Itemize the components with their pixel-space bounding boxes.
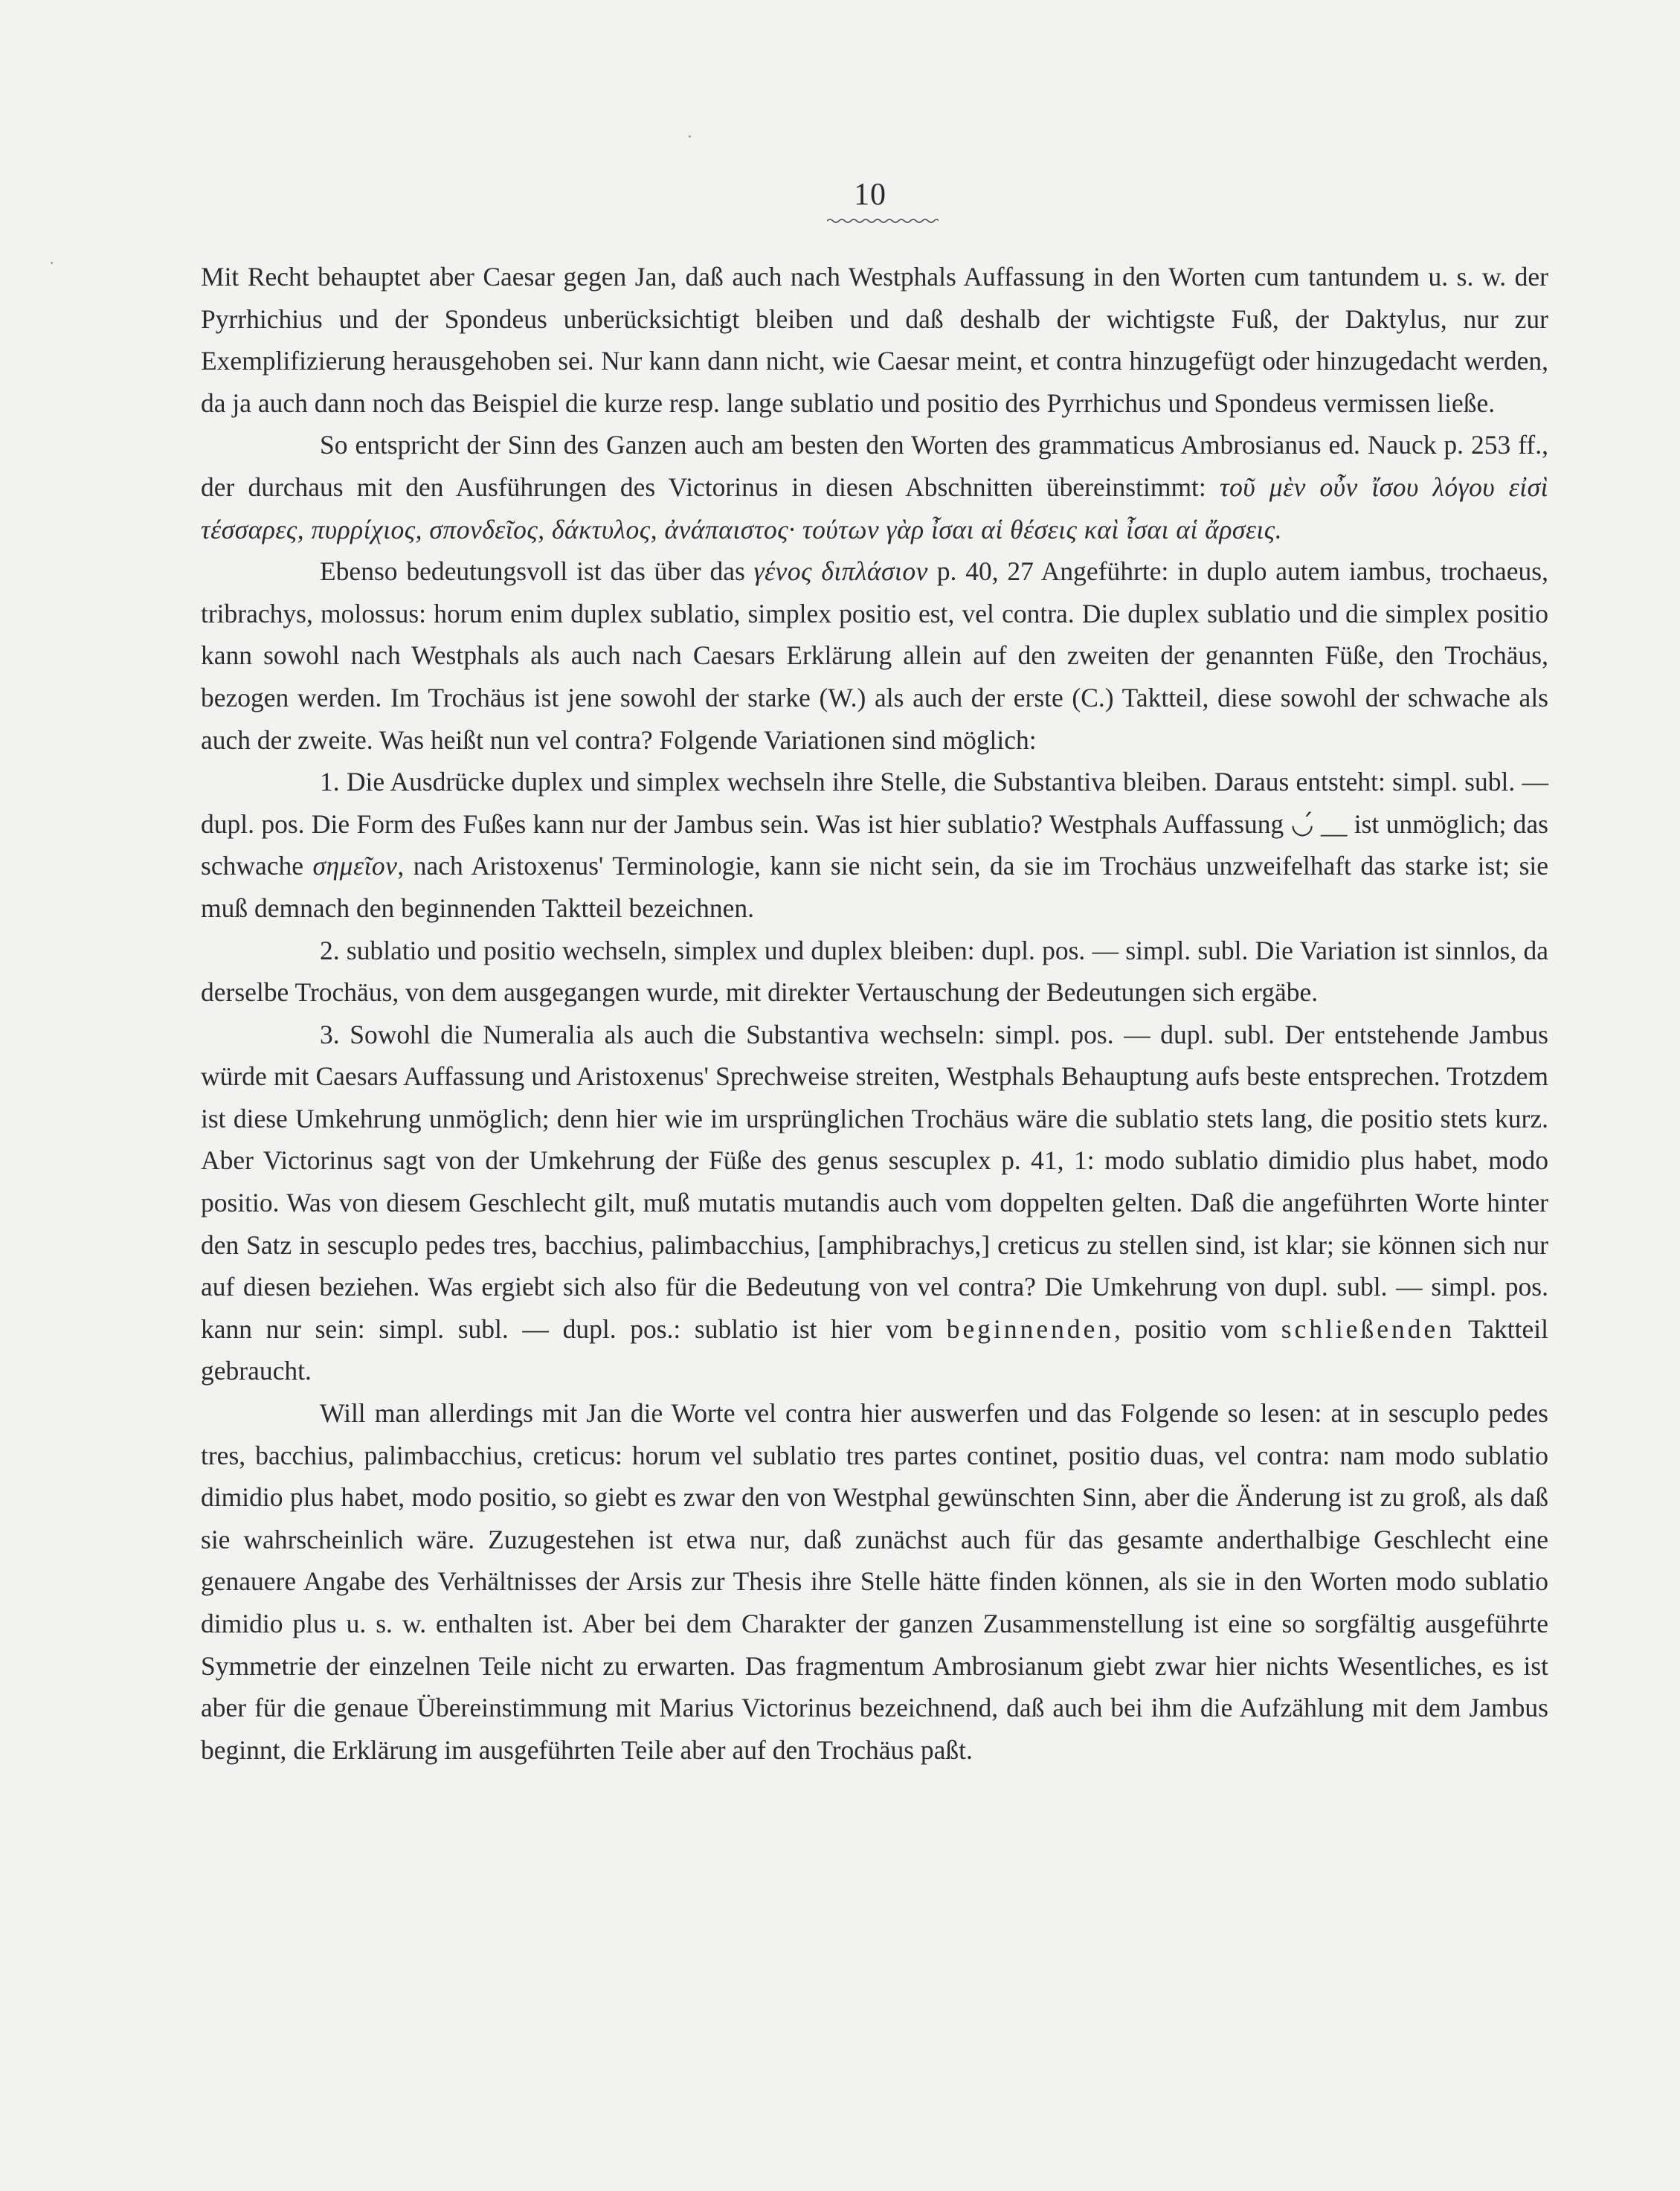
text-run: , positio vom [1114, 1313, 1281, 1344]
spaced-emphasis: schließenden [1281, 1313, 1455, 1344]
text-run: 2. sublatio und positio wechseln, simplex und duplex bleiben: dupl. pos. — simpl. subl. Die Variation ist sinnlos, da derselbe Trochäus, von dem ausgegangen wurde, mit direkter Vertauschung der Bedeutungen sich ergäbe. [201, 935, 1548, 1008]
page-number: 10 [854, 178, 886, 212]
paragraph [201, 1014, 1548, 1392]
print-speck [689, 135, 691, 138]
greek-quote: σημεῖον [312, 851, 398, 881]
text-run: 3. Sowohl die Numeralia als auch die Substantiva wechseln: simpl. pos. — dupl. subl. Der entstehende Jambus würde mit Caesars Auffassung und Aristoxenus' Sprechweise streiten, Westphals Behauptung aufs beste entsprechen. Trotzdem ist diese Umkehrung unmöglich; denn hier wie im ursprünglichen Trochäus wäre die sublatio stets lang, die positio stets kurz. Aber Victorinus sagt von der Umkehrung der Füße des genus sescuplex p. 41, 1: modo sublatio dimidio plus habet, modo positio. Was von diesem Geschlecht gilt, muß mutatis mutandis auch vom doppelten gelten. Daß die angeführten Worte hinter den Satz in sescuplo pedes tres, bacchius, palimbacchius, [amphibrachys,] creticus zu stellen sind, ist klar; sie können sich nur auf diesen beziehen. Was ergiebt sich also für die Bedeutung von vel contra? Die Umkehrung von dupl. subl. — simpl. pos. kann nur sein: simpl. subl. — dupl. pos.: sublatio ist hier vom [201, 1019, 1548, 1344]
spaced-emphasis: beginnenden [946, 1313, 1115, 1344]
text-run: Ebenso bedeutungsvoll ist das über das [320, 556, 754, 587]
text-run: So entspricht der Sinn des Ganzen auch am besten den Worten des grammaticus Ambrosianus ed. Nauck p. 253 ff., der durchaus mit den Ausführungen des Victorinus in diesen Abschnitten übereinstimmt: [201, 430, 1548, 502]
text-run: , nach Aristoxenus' Terminologie, kann sie nicht sein, da sie im Trochäus unzweifelhaft das starke ist; sie muß demnach den beginnenden Taktteil bezeichnen. [201, 851, 1549, 923]
paragraph [201, 550, 1548, 761]
paragraph [201, 424, 1548, 550]
text-run: Mit Recht behauptet aber Caesar gegen Jan, daß auch nach Westphals Auffassung in den Worten cum tantundem u. s. w. der Pyrrhichius und der Spondeus unberücksichtigt bleiben und daß deshalb der wichtigste Fuß, der Daktylus, nur zur Exemplifizierung herausgehoben sei. Nur kann dann nicht, wie Caesar meint, et contra hinzugefügt oder hinzugedacht werden, da ja auch dann noch das Beispiel die kurze resp. lange sublatio und positio des Pyrrhichus und Spondeus vermissen ließe. [201, 262, 1548, 418]
text-run: Will man allerdings mit Jan die Worte vel contra hier auswerfen und das Folgende so lesen: at in sescuplo pedes tres, bacchius, palimbacchius, creticus: horum vel sublatio tres partes continet, positio duas, vel contra: nam modo sublatio dimidio plus habet, modo positio, so giebt es zwar den von Westphal gewünschten Sinn, aber die Änderung ist zu groß, als daß sie wahrscheinlich wäre. Zuzugestehen ist etwa nur, daß zunächst auch für das gesamte anderthalbige Geschlecht eine genauere Angabe des Verhältnisses der Arsis zur Thesis ihre Stelle hätte finden können, als sie in den Worten modo sublatio dimidio plus u. s. w. enthalten ist. Aber bei dem Charakter der ganzen Zusammenstellung ist eine so sorgfältig ausgeführte Symmetrie der einzelnen Teile nicht zu erwarten. Das fragmentum Ambrosianum giebt zwar hier nichts Wesentliches, es ist aber für die genaue Übereinstimmung mit Marius Victorinus bezeichnend, daß auch bei ihm die Aufzählung mit dem Jambus beginnt, die Erklärung im ausgeführten Teile aber auf den Trochäus paßt. [201, 1398, 1548, 1765]
text-run: p. 40, 27 Angeführte: in duplo autem iambus, trochaeus, tribrachys, molossus: horum enim duplex sublatio, simplex positio est, vel contra. Die duplex sublatio und die simplex positio kann sowohl nach Westphals als auch nach Caesars Erklärung allein auf den zweiten der genannten Füße, den Trochäus, bezogen werden. Im Trochäus ist jene sowohl der starke (W.) als auch der erste (C.) Taktteil, diese sowohl der schwache als auch der zweite. Was heißt nun vel contra? Folgende Variationen sind möglich: [201, 556, 1548, 755]
text-run: Taktteil gebraucht. [201, 1313, 1549, 1386]
paragraph [201, 930, 1548, 1014]
greek-quote: γένος διπλάσιον [753, 556, 928, 587]
print-speck [51, 262, 53, 264]
paragraph [201, 1392, 1548, 1771]
paragraph [201, 256, 1548, 424]
body-text [201, 256, 1548, 1771]
page-number-ornament [827, 217, 939, 225]
text-run: 1. Die Ausdrücke duplex und simplex wechseln ihre Stelle, die Substantiva bleiben. Daraus entsteht: simpl. subl. — dupl. pos. Die Form des Fußes kann nur der Jambus sein. Was ist hier sublatio? Westphals Auffassung ◡́ __ ist unmöglich; das schwache [201, 767, 1548, 881]
paragraph [201, 761, 1548, 929]
greek-quote: τοῦ μὲν οὖν ἴσου λόγου εἰσὶ τέσσαρες, πυρρίχιος, σπονδεῖος, δάκτυλος, ἀνάπαιστος· τούτων γὰρ ἶσαι αἱ θέσεις καὶ ἶσαι αἱ ἄρσεις. [201, 472, 1548, 544]
